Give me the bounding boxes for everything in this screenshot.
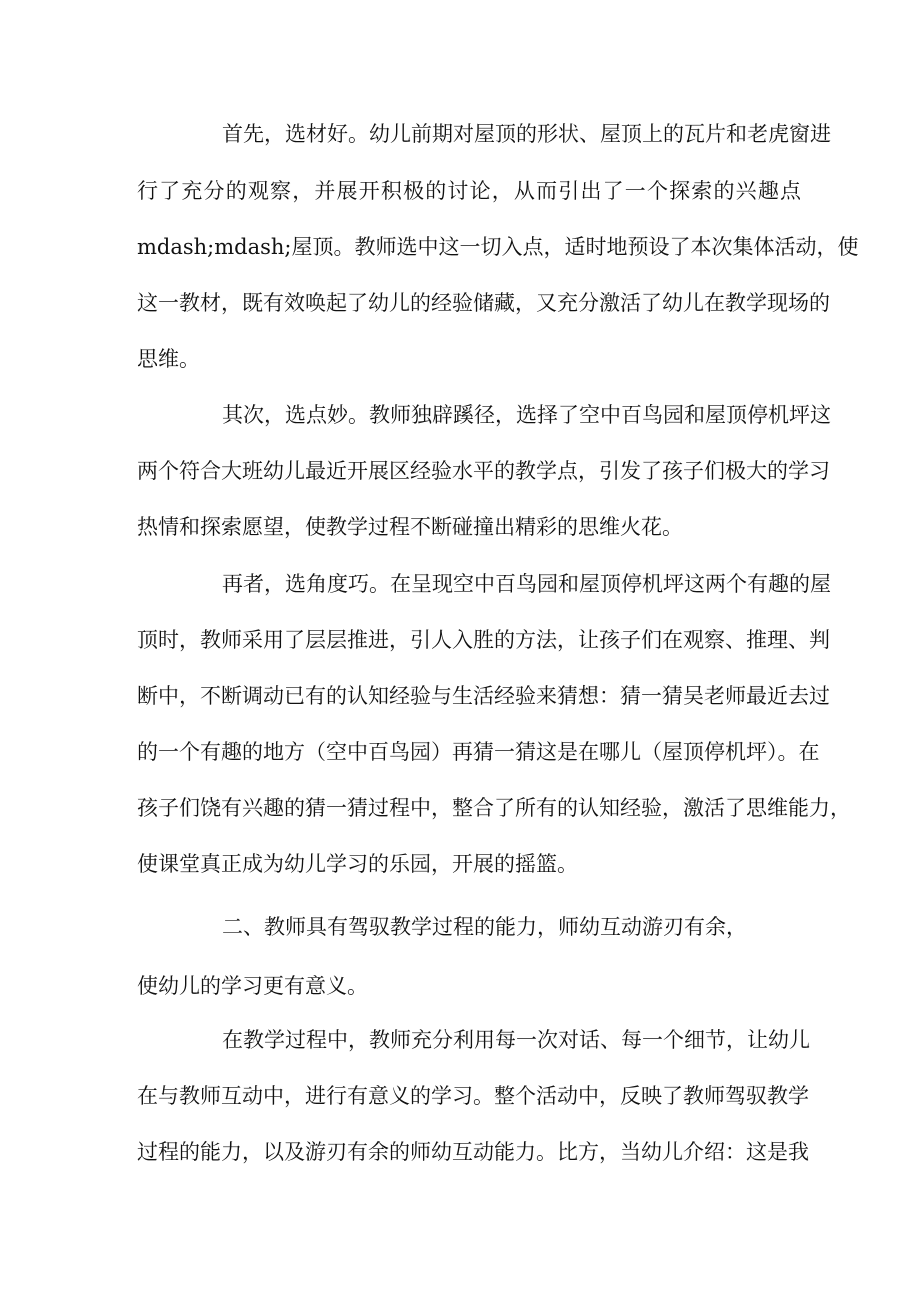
paragraph-1-line-2: 行了充分的观察，并展开积极的讨论，从而引出了一个探索的兴趣点 [137, 179, 801, 203]
paragraph-1-line-3: mdash;mdash;屋顶。教师选中这一切入点，适时地预设了本次集体活动，使 [137, 235, 859, 259]
paragraph-3-line-6: 使课堂真正成为幼儿学习的乐园，开展的摇篮。 [137, 852, 578, 876]
paragraph-1-line-1: 首先，选材好。幼儿前期对屋顶的形状、屋顶上的瓦片和老虎窗进 [222, 122, 831, 146]
paragraph-5-line-1: 在教学过程中，教师充分利用每一次对话、每一个细节，让幼儿 [222, 1028, 810, 1052]
section-heading-line-2: 使幼儿的学习更有意义。 [137, 974, 368, 998]
paragraph-2-line-2: 两个符合大班幼儿最近开展区经验水平的教学点，引发了孩子们极大的学习 [137, 459, 830, 483]
paragraph-3-line-2: 顶时，教师采用了层层推进，引人入胜的方法，让孩子们在观察、推理、判 [137, 628, 830, 652]
paragraph-3-line-1: 再者，选角度巧。在呈现空中百鸟园和屋顶停机坪这两个有趣的屋 [222, 572, 831, 596]
paragraph-5-line-2: 在与教师互动中，进行有意义的学习。整个活动中，反映了教师驾驭教学 [137, 1084, 809, 1108]
paragraph-1-line-5: 思维。 [137, 347, 200, 371]
paragraph-2-line-1: 其次，选点妙。教师独辟蹊径，选择了空中百鸟园和屋顶停机坪这 [222, 403, 831, 427]
paragraph-3-line-5: 孩子们饶有兴趣的猜一猜过程中，整合了所有的认知经验，激活了思维能力， [137, 796, 851, 820]
paragraph-1-line-4: 这一教材，既有效唤起了幼儿的经验储藏，又充分激活了幼儿在教学现场的 [137, 291, 830, 315]
section-heading-line-1: 二、教师具有驾驭教学过程的能力，师幼互动游刃有余， [222, 915, 747, 939]
paragraph-2-line-3: 热情和探索愿望，使教学过程不断碰撞出精彩的思维火花。 [137, 515, 683, 539]
paragraph-5-line-3: 过程的能力，以及游刃有余的师幼互动能力。比方，当幼儿介绍：这是我 [137, 1140, 809, 1164]
paragraph-3-line-4: 的一个有趣的地方（空中百鸟园）再猜一猜这是在哪儿（屋顶停机坪）。在 [137, 740, 820, 764]
paragraph-3-line-3: 断中，不断调动已有的认知经验与生活经验来猜想：猜一猜吴老师最近去过 [137, 684, 830, 708]
